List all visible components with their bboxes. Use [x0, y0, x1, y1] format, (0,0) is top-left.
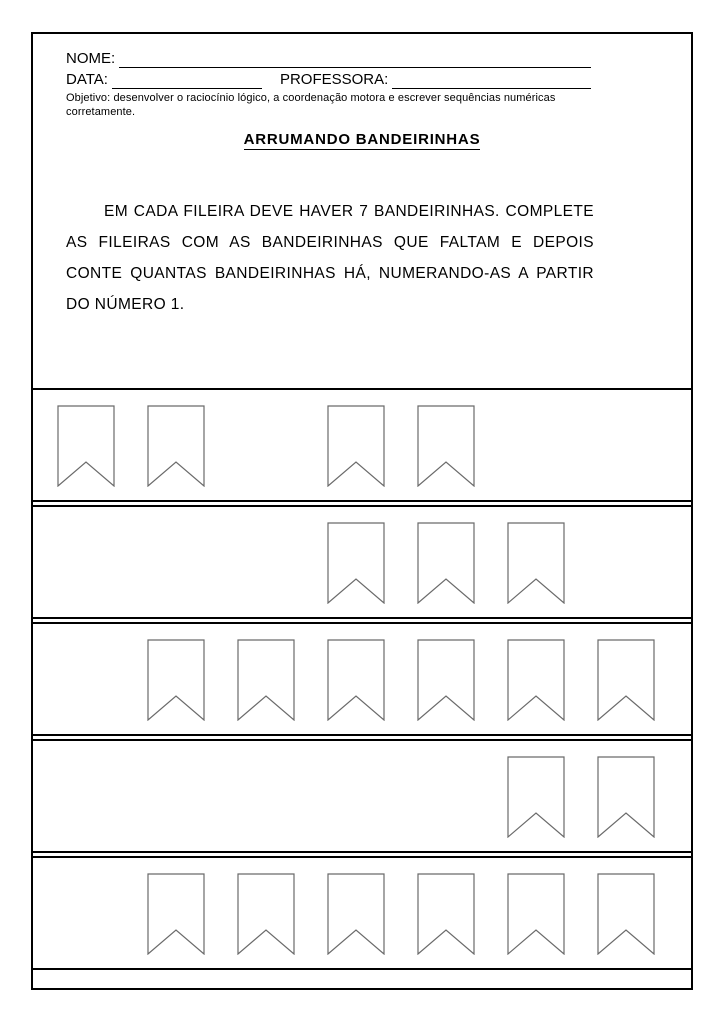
flag-icon — [507, 522, 565, 604]
flag-slot-empty[interactable] — [47, 516, 135, 608]
flag-slot[interactable] — [137, 399, 225, 491]
flag-slot-empty[interactable] — [227, 516, 315, 608]
flag-icon — [147, 639, 205, 721]
flag-slot[interactable] — [587, 750, 675, 842]
flag-row-slots — [47, 624, 677, 734]
flag-icon — [417, 873, 475, 955]
flag-slot-empty[interactable] — [227, 399, 315, 491]
page-title-text: ARRUMANDO BANDEIRINHAS — [243, 131, 481, 148]
flag-slot[interactable] — [497, 516, 585, 608]
flag-icon — [417, 405, 475, 487]
flag-icon — [327, 639, 385, 721]
flag-slot[interactable] — [317, 516, 405, 608]
flag-row[interactable] — [31, 739, 693, 853]
nome-field-row — [66, 50, 591, 68]
flag-slot-empty[interactable] — [497, 399, 585, 491]
flag-icon — [417, 639, 475, 721]
flag-icon — [147, 873, 205, 955]
flag-row-slots — [47, 858, 677, 968]
flag-slot[interactable] — [227, 867, 315, 959]
flag-row[interactable] — [31, 388, 693, 502]
flag-row[interactable] — [31, 856, 693, 970]
flag-icon — [597, 873, 655, 955]
flag-slot-empty[interactable] — [587, 516, 675, 608]
header-fields — [66, 50, 591, 119]
instructions-text — [66, 196, 594, 320]
flag-slot[interactable] — [407, 399, 495, 491]
flag-slot[interactable] — [407, 867, 495, 959]
flag-slot[interactable] — [137, 867, 225, 959]
flag-icon — [507, 639, 565, 721]
flag-icon — [237, 873, 295, 955]
professora-label: PROFESSORA: — [279, 71, 389, 88]
flag-slot[interactable] — [497, 633, 585, 725]
flag-row[interactable] — [31, 622, 693, 736]
flag-icon — [327, 873, 385, 955]
flag-row-slots — [47, 741, 677, 851]
flag-row-slots — [47, 390, 677, 500]
flag-slot-empty[interactable] — [317, 750, 405, 842]
flag-icon — [237, 639, 295, 721]
data-input-line[interactable] — [112, 74, 262, 89]
flag-icon — [507, 756, 565, 838]
flag-icon — [597, 756, 655, 838]
flag-slot[interactable] — [137, 633, 225, 725]
flag-slot-empty[interactable] — [227, 750, 315, 842]
flag-icon — [327, 522, 385, 604]
flag-slot[interactable] — [497, 867, 585, 959]
flag-slot[interactable] — [47, 399, 135, 491]
flag-icon — [417, 522, 475, 604]
flag-slot[interactable] — [587, 633, 675, 725]
flag-slot[interactable] — [227, 633, 315, 725]
objective-text: Objetivo: desenvolver o raciocínio lógico, a coordenação motora e escrever sequências numéricas corretamente. — [66, 92, 556, 118]
nome-label: NOME: — [66, 50, 116, 67]
page-title — [0, 131, 724, 148]
flag-slot-empty[interactable] — [587, 399, 675, 491]
data-label: DATA: — [66, 71, 108, 88]
instructions-body: EM CADA FILEIRA DEVE HAVER 7 BANDEIRINHAS. COMPLETE AS FILEIRAS COM AS BANDEIRINHAS QUE FALTAM E DEPOIS CONTE QUANTAS BANDEIRINHAS HÁ, NUMERANDO-AS A PARTIR DO NÚMERO 1. — [66, 203, 594, 313]
flag-slot-empty[interactable] — [137, 516, 225, 608]
flag-row[interactable] — [31, 505, 693, 619]
nome-input-line[interactable] — [119, 53, 591, 68]
flag-slot[interactable] — [317, 867, 405, 959]
flag-slot[interactable] — [407, 633, 495, 725]
flag-slot[interactable] — [587, 867, 675, 959]
flag-icon — [147, 405, 205, 487]
flag-row-slots — [47, 507, 677, 617]
flag-icon — [57, 405, 115, 487]
flag-rows — [31, 388, 693, 970]
flag-slot-empty[interactable] — [47, 750, 135, 842]
flag-slot[interactable] — [407, 516, 495, 608]
flag-icon — [597, 639, 655, 721]
flag-slot-empty[interactable] — [137, 750, 225, 842]
flag-slot-empty[interactable] — [47, 633, 135, 725]
flag-slot[interactable] — [317, 633, 405, 725]
flag-icon — [327, 405, 385, 487]
flag-slot[interactable] — [497, 750, 585, 842]
flag-slot-empty[interactable] — [407, 750, 495, 842]
flag-slot[interactable] — [317, 399, 405, 491]
flag-icon — [507, 873, 565, 955]
data-professora-field-row — [66, 71, 591, 89]
flag-slot-empty[interactable] — [47, 867, 135, 959]
professora-input-line[interactable] — [392, 74, 591, 89]
